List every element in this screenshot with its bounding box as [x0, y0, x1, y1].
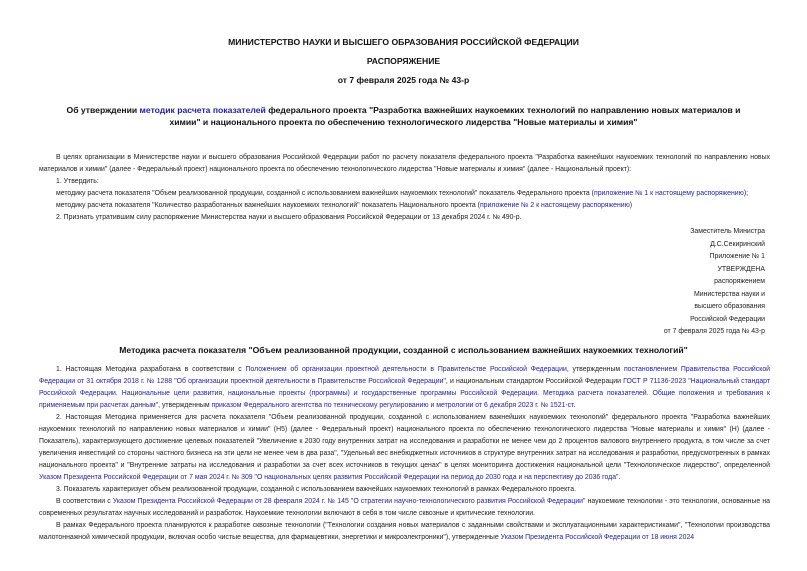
text-run: федерального проекта "Разработка важнейших наукоемких технологий по направлению новых материалов и химии" и национального проекта по обеспечению технологического лидерства "Новые материалы и химия" [169, 105, 741, 127]
text-run: В соответствии с [56, 498, 113, 505]
document-link[interactable]: ГОСТ Р 71136-2023 "Национальный стандарт Российской Федерации. Национальные цели развития, национальные проекты (программы) и государственные программы Российской Федерации. Методика расчета показателей. Общие положения и требования к применяемым при расчетах данным" [39, 378, 770, 409]
paragraph [39, 520, 770, 544]
document-link[interactable]: методик расчета показателей [139, 105, 266, 115]
paragraph [39, 152, 770, 176]
text-run: , и национальным стандартом Российской Федерации [445, 378, 624, 385]
text-run: методику расчета показателя "Объем реализованной продукции, созданной с использованием важнейших наукоемких технологий" показатель Федерального проекта ( [56, 190, 594, 197]
paragraph [39, 212, 770, 224]
paragraph [39, 412, 770, 484]
document-link[interactable]: Положением об организации проектной деятельности в Правительстве Российской Федерации [245, 366, 567, 373]
document-link[interactable]: приложение № 1 к настоящему распоряжению [593, 190, 744, 197]
method-text [39, 364, 770, 544]
text-run: 2. Признать утратившим силу распоряжение Министерства науки и высшего образования Российской Федерации от 13 декабря 2024 г. № 490-р. [56, 214, 522, 221]
text-run: наукоемкие технологии - это технологии, основанные на современных результатах научных исследований и разработок. Наукоемкие технологии включают в себя в том числе сквозные и критические технологии. [39, 498, 770, 517]
appendix-stamp-line: УТВЕРЖДЕНА [717, 265, 765, 273]
document-link[interactable]: постановлением Правительства Российской Федерации от 31 октября 2018 г. № 1288 "Об организации проектной деятельности в Правительстве Российской Федерации" [39, 366, 770, 385]
paragraph [39, 364, 770, 412]
appendix-stamp-line: от 7 февраля 2025 года № 43-р [663, 328, 765, 335]
ministry-heading: МИНИСТЕРСТВО НАУКИ И ВЫСШЕГО ОБРАЗОВАНИЯ РОССИЙСКОЙ ФЕДЕРАЦИИ [228, 37, 579, 47]
text-run: В рамках Федерального проекта планируются к разработке сквозные технологии ("Технологии создания новых материалов с заданными свойствами и эксплуатационными характеристиками", "Технологии производства малотоннажной химической продукции, включая особо чистые вещества, для фармацевтики, энергетики и микроэлектроники"), утвержденные [39, 522, 770, 541]
appendix-stamp-line: Приложение № 1 [709, 253, 765, 260]
document-link[interactable]: приказом Федерального агентства по техническому регулированию и метрологии от 6 декабря 2023 г. № 1521-ст [211, 402, 574, 409]
method-title: Методика расчета показателя "Объем реализованной продукции, созданной с использованием важнейших наукоемких технологий" [119, 345, 688, 355]
paragraph [39, 496, 770, 520]
text-run: . [573, 402, 576, 409]
text-run: 1. Настоящая Методика разработана в соответствии с [56, 366, 246, 373]
document-link[interactable]: Указом Президента Российской Федерации от 18 июня 2024 [500, 534, 695, 541]
document-title [60, 104, 747, 128]
text-run: 1. Утвердить: [56, 178, 99, 185]
appendix-stamp-line: Российской Федерации [690, 315, 765, 323]
signature-block [545, 226, 765, 339]
text-run: 2. Настоящая Методика применяется для расчета показателя "Объем реализованной продукции, созданной с использованием важнейших наукоемких технологий" федерального проекта "Разработка важнейших наукоемких технологий по направлению новых материалов и химии" (Н5) (далее - Федеральный проект) национального проекта по обеспечению технологического лидерства "Новые материалы и химия" (Н) (далее - Показатель), характеризующего достижение целевых показателей "Увеличение к 2030 году внутренних затрат на исследования и разработки не менее чем до 2 процентов валового внутреннего продукта, в том числе за счет увеличения инвестиций со стороны частного бизнеса на эти цели не менее чем в два раза", "Удельный вес внебюджетных источников в структуре внутренних затрат на исследования и разработки, предусмотренных в рамках национального проекта" и "Внутренние затраты на исследования и разработки за счет всех источников в текущих ценах" в целях мониторинга достижения национальной цели "Технологическое лидерство", определенной [39, 414, 770, 469]
document-link[interactable]: приложение № 2 к настоящему распоряжению [479, 202, 630, 209]
text-run: В целях организации в Министерстве науки и высшего образования Российской Федерации работ по расчету показателя федерального проекта "Разработка важнейших наукоемких технологий по направлению новых материалов и химии" (далее - Федеральный проект) национального проекта по обеспечению технологического лидерства "Новые материалы и химия" (далее - Национальный проект): [39, 154, 770, 173]
appendix-stamp-line: распоряжением [714, 278, 765, 285]
text-run: ) [629, 202, 633, 209]
appendix-stamp-line: Министерства науки и [694, 290, 765, 298]
text-run: Об утверждении [66, 105, 140, 115]
paragraph [39, 188, 770, 200]
order-text [39, 152, 770, 224]
signature-position: Заместитель Министра [690, 228, 765, 235]
signature-name: Д.С.Секиринский [710, 240, 765, 248]
text-run: ); [743, 190, 749, 197]
text-run: , утвержденным [566, 366, 624, 373]
text-run: . [618, 474, 621, 481]
document-type: РАСПОРЯЖЕНИЕ [366, 56, 441, 66]
text-run: 3. Показатель характеризует объем реализованной продукции, созданной с использованием важнейших наукоемких технологий в рамках Федерального проекта. [56, 486, 577, 493]
text-run: методику расчета показателя "Количество разработанных важнейших наукоемких технологий" показатель Национального проекта ( [56, 202, 480, 209]
paragraph [39, 200, 770, 212]
appendix-stamp-line: высшего образования [694, 303, 765, 310]
document-link[interactable]: Указом Президента Российской Федерации от 28 февраля 2024 г. № 145 "О стратегии научно-технологического развития Российской Федерации" [112, 498, 586, 505]
paragraph [39, 176, 770, 188]
document-link[interactable]: Указом Президента Российской Федерации от 7 мая 2024 г. № 309 "О национальных целях развития Российской Федерации на период до 2030 года и на перспективу до 2036 года" [39, 474, 619, 481]
appendix-stamp [545, 251, 765, 339]
paragraph [39, 484, 770, 496]
document-date-number: от 7 февраля 2025 года № 43-р [337, 75, 470, 85]
text-run: , утвержденным [158, 402, 212, 409]
